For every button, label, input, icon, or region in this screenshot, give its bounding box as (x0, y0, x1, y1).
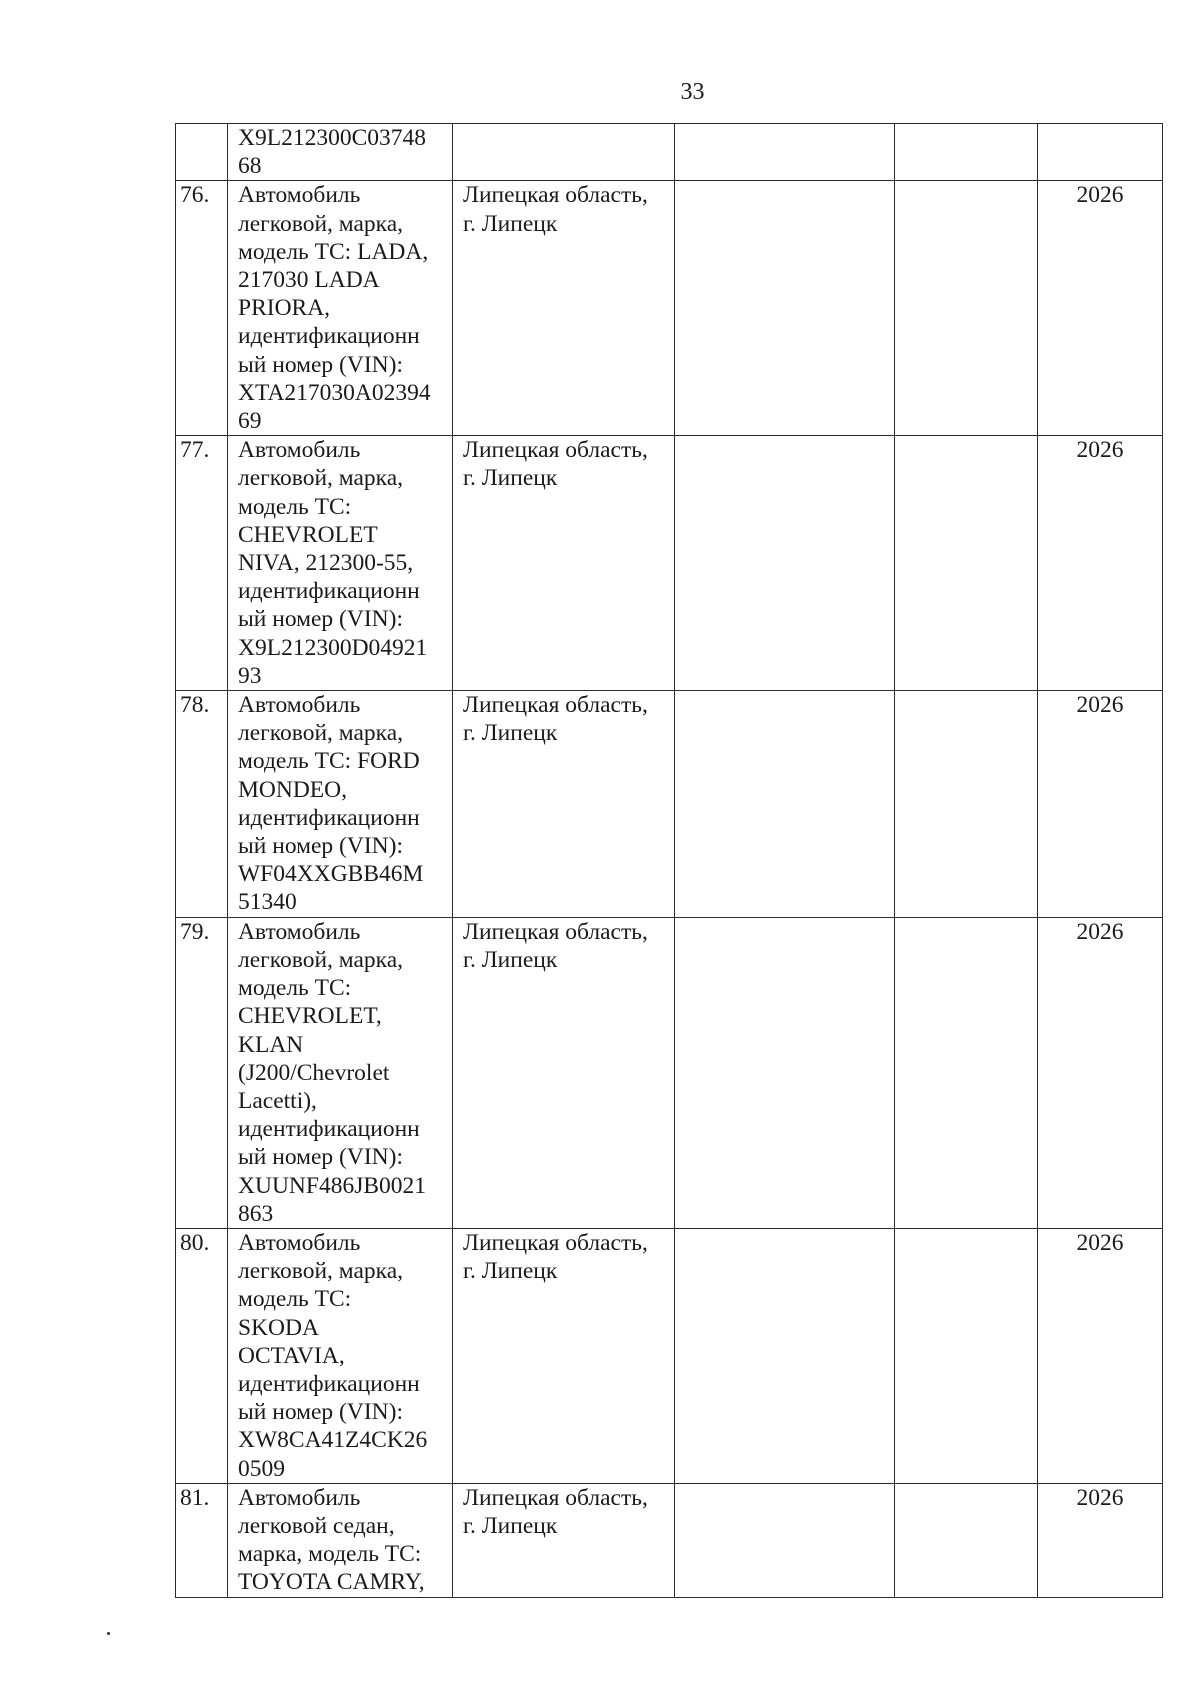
empty-cell (895, 691, 1038, 918)
empty-cell (675, 691, 895, 918)
vehicle-location: Липецкая область, г. Липецк (453, 917, 675, 1228)
empty-cell (675, 124, 895, 181)
table-row (176, 691, 1163, 918)
vehicle-description: Автомобиль легковой, марка, модель ТС: FORD MONDEO, идентификационн ый номер (VIN): WF04XXGBB46M 51340 (228, 691, 453, 918)
table-row (176, 181, 1163, 436)
empty-cell (895, 1483, 1038, 1597)
row-number: 81. (176, 1483, 228, 1597)
empty-cell (675, 1228, 895, 1483)
vehicle-description: X9L212300C03748 68 (228, 124, 453, 181)
empty-cell (675, 917, 895, 1228)
vehicle-location: Липецкая область, г. Липецк (453, 1228, 675, 1483)
year-cell (1038, 124, 1163, 181)
empty-cell (675, 436, 895, 691)
vehicle-table (175, 123, 1163, 1598)
row-number (176, 124, 228, 181)
table-row (176, 436, 1163, 691)
empty-cell (895, 181, 1038, 436)
year-cell: 2026 (1038, 917, 1163, 1228)
vehicle-description: Автомобиль легковой, марка, модель ТС: SKODA OCTAVIA, идентификационн ый номер (VIN): XW8CA41Z4CK26 0509 (228, 1228, 453, 1483)
vehicle-location: Липецкая область, г. Липецк (453, 181, 675, 436)
row-number: 77. (176, 436, 228, 691)
table-row (176, 1483, 1163, 1597)
table-row (176, 1228, 1163, 1483)
vehicle-description: Автомобиль легковой, марка, модель ТС: CHEVROLET, KLAN (J200/Chevrolet Lacetti), идентификационн ый номер (VIN): XUUNF486JB0021 863 (228, 917, 453, 1228)
year-cell: 2026 (1038, 436, 1163, 691)
empty-cell (895, 1228, 1038, 1483)
empty-cell (675, 181, 895, 436)
vehicle-description: Автомобиль легковой, марка, модель ТС: LADA, 217030 LADA PRIORA, идентификационн ый номер (VIN): XTA217030A02394 69 (228, 181, 453, 436)
row-number: 80. (176, 1228, 228, 1483)
vehicle-location (453, 124, 675, 181)
year-cell: 2026 (1038, 181, 1163, 436)
row-number: 78. (176, 691, 228, 918)
empty-cell (895, 436, 1038, 691)
table-row (176, 917, 1163, 1228)
vehicle-description: Автомобиль легковой седан, марка, модель ТС: TOYOTA CAMRY, (228, 1483, 453, 1597)
year-cell: 2026 (1038, 1483, 1163, 1597)
year-cell: 2026 (1038, 691, 1163, 918)
row-number: 76. (176, 181, 228, 436)
year-cell: 2026 (1038, 1228, 1163, 1483)
vehicle-location: Липецкая область, г. Липецк (453, 436, 675, 691)
vehicle-description: Автомобиль легковой, марка, модель ТС: CHEVROLET NIVA, 212300-55, идентификационн ый номер (VIN): X9L212300D04921 93 (228, 436, 453, 691)
empty-cell (675, 1483, 895, 1597)
page-number: 33 (680, 79, 705, 105)
row-number: 79. (176, 917, 228, 1228)
empty-cell (895, 124, 1038, 181)
table-row (176, 124, 1163, 181)
empty-cell (895, 917, 1038, 1228)
vehicle-location: Липецкая область, г. Липецк (453, 691, 675, 918)
scan-speck (107, 1632, 110, 1635)
vehicle-location: Липецкая область, г. Липецк (453, 1483, 675, 1597)
